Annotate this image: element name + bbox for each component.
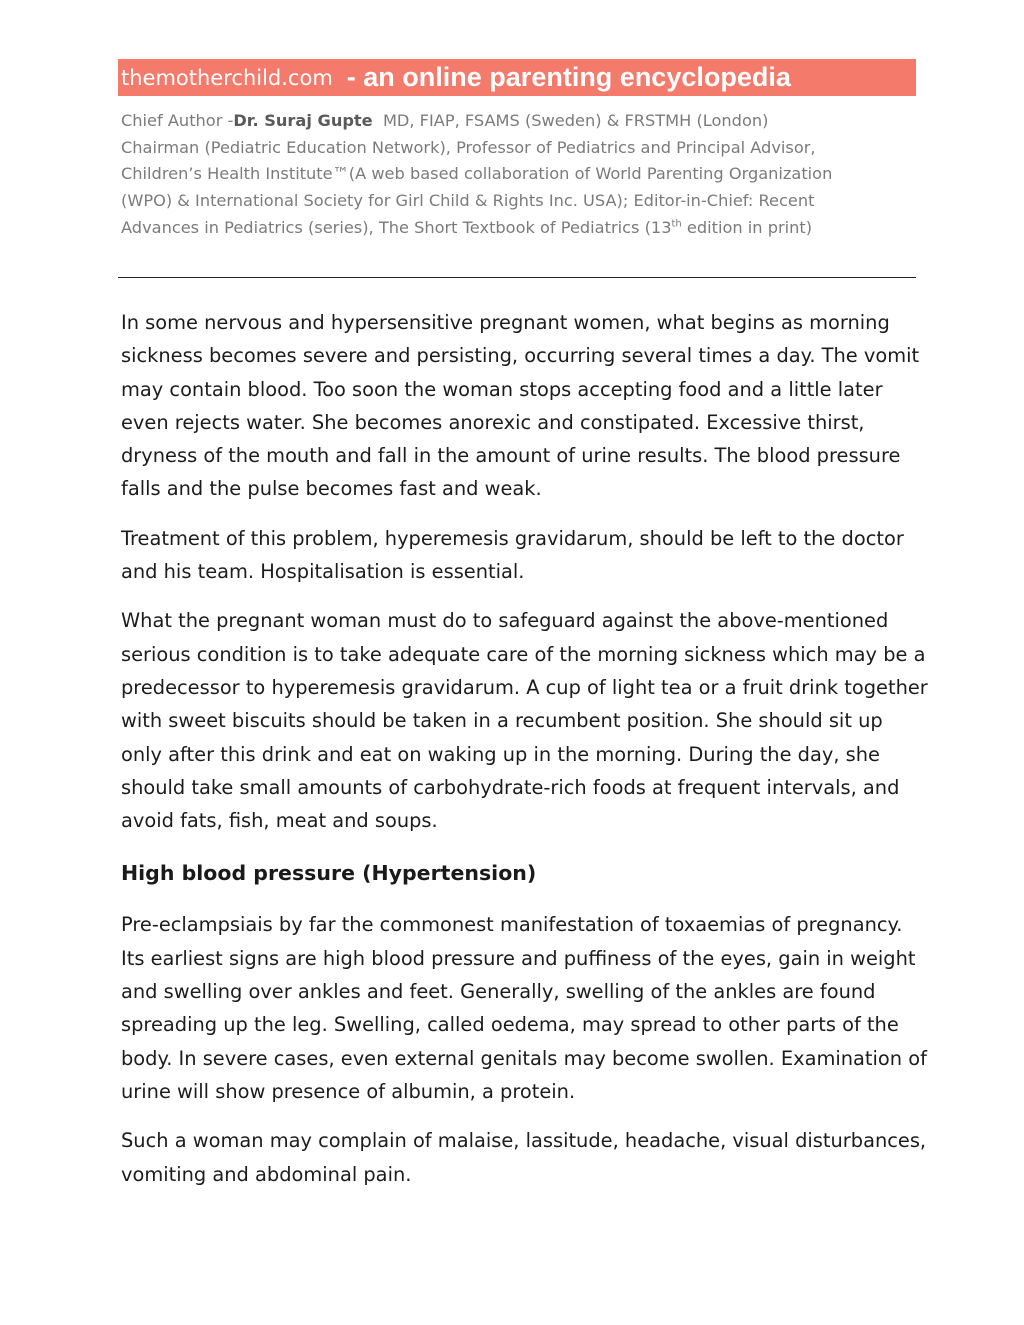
credits-line-2: Chairman (Pediatric Education Network), Professor of Pediatrics and Principal Advisor, <box>121 137 816 157</box>
text-line: In some nervous and hypersensitive pregnant women, what begins as morning <box>121 311 890 334</box>
author-name: Dr. Suraj Gupte <box>233 111 373 130</box>
text-line: should take small amounts of carbohydrate-rich foods at frequent intervals, and <box>121 775 900 799</box>
credits-line-5-tail: edition in print) <box>681 217 813 237</box>
text-line: predecessor to hyperemesis gravidarum. A cup of light tea or a fruit drink together <box>121 675 928 699</box>
author-credits <box>121 108 921 242</box>
text-line: and swelling over ankles and feet. Generally, swelling of the ankles are found <box>121 980 876 1004</box>
text-line: What the pregnant woman must do to safeguard against the above-mentioned <box>121 609 889 633</box>
text-line: Treatment of this problem, hyperemesis gravidarum, should be left to the doctor <box>121 526 904 550</box>
text-line: urine will show presence of albumin, a protein. <box>121 1079 576 1103</box>
paragraph-treatment <box>121 522 921 589</box>
text-line: sickness becomes severe and persisting, occurring several times a day. The vomit <box>121 344 920 368</box>
site-banner <box>118 59 916 96</box>
text-line: Pre-eclampsiais by far the commonest manifestation of toxaemias of pregnancy. <box>121 913 903 937</box>
text-line: Such a woman may complain of malaise, lassitude, headache, visual disturbances, <box>121 1129 927 1153</box>
text-line: may contain blood. Too soon the woman stops accepting food and a little later <box>121 377 883 401</box>
text-line: even rejects water. She becomes anorexic and constipated. Excessive thirst, <box>121 410 865 434</box>
site-name[interactable]: themotherchild.com <box>121 65 333 90</box>
credits-line-5-text: Advances in Pediatrics (series), The Short Textbook of Pediatrics (13 <box>121 217 672 237</box>
text-line: dryness of the mouth and fall in the amount of urine results. The blood pressure <box>121 444 901 468</box>
text-line: with sweet biscuits should be taken in a recumbent position. She should sit up <box>121 709 883 733</box>
text-line: and his team. Hospitalisation is essential. <box>121 560 525 584</box>
paragraph-symptoms <box>121 1124 927 1191</box>
article-body <box>121 306 928 1207</box>
text-line: avoid fats, fish, meat and soups. <box>121 809 438 833</box>
paragraph-pre-eclampsia <box>121 908 927 1108</box>
site-tagline: - an online parenting encyclopedia <box>346 62 791 92</box>
credits-line-3: Children’s Health Institute™(A web based collaboration of World Parenting Organization <box>121 164 833 184</box>
text-line: Its earliest signs are high blood pressure and puffiness of the eyes, gain in weight <box>121 946 916 970</box>
paragraph-prevention <box>121 604 928 837</box>
text-line: serious condition is to take adequate care of the morning sickness which may be a <box>121 642 926 666</box>
author-qualifications: MD, FIAP, FSAMS (Sweden) & FRSTMH (London) <box>382 111 769 130</box>
credits-line-5 <box>121 215 921 242</box>
section-heading-hypertension: High blood pressure (Hypertension) <box>121 861 537 886</box>
text-line: body. In severe cases, even external genitals may become swollen. Examination of <box>121 1046 927 1070</box>
author-prefix: Chief Author - <box>121 111 234 130</box>
header-divider <box>118 277 916 278</box>
text-line: vomiting and abdominal pain. <box>121 1162 412 1186</box>
credits-line-author <box>121 108 921 135</box>
paragraph-hyperemesis <box>121 306 921 506</box>
text-line: falls and the pulse becomes fast and weak. <box>121 477 542 501</box>
credits-line-4: (WPO) & International Society for Girl Child & Rights Inc. USA); Editor-in-Chief: Recent <box>121 191 815 211</box>
text-line: only after this drink and eat on waking up in the morning. During the day, she <box>121 742 880 766</box>
text-line: spreading up the leg. Swelling, called oedema, may spread to other parts of the <box>121 1013 899 1037</box>
edition-superscript: th <box>671 218 682 230</box>
